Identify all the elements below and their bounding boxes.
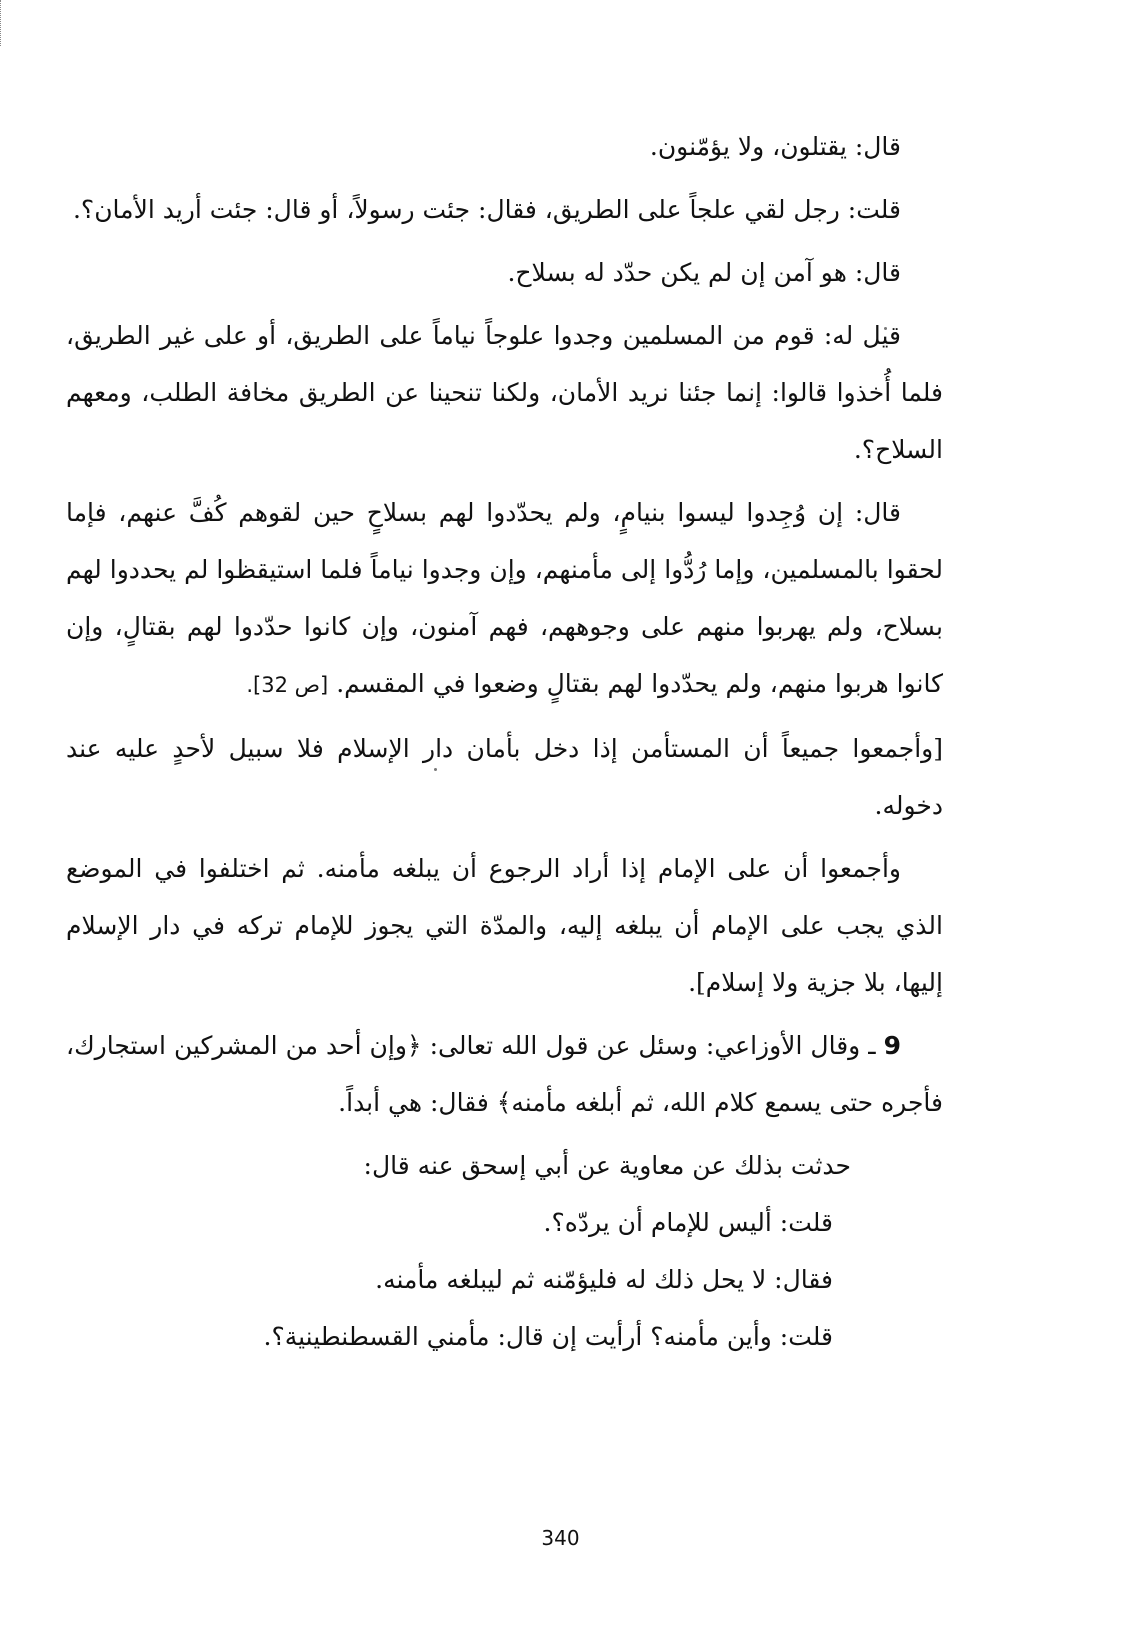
numbered-paragraph: [66, 1017, 943, 1131]
paragraph: قال: يقتلون، ولا يؤمّنون.: [649, 132, 901, 161]
paragraph-text: ـ وقال الأوزاعي: وسئل عن قول الله تعالى: ﴿وإن أحد من المشركين استجارك، فأجره حتى يسمع كلام الله، ثم أبلغه مأمنه﴾ فقال: هي أبداً.: [66, 1031, 943, 1117]
paragraph-number: 9: [883, 1031, 901, 1060]
page-number: 340: [541, 1526, 580, 1550]
paragraph: حدثت بذلك عن معاوية عن أبي إسحق عنه قال:: [363, 1151, 851, 1180]
page-reference: [ص 32].: [246, 673, 329, 697]
paragraph: [وأجمعوا جميعاً أن المستأمن إذا دخل بأمان دار الإسلام فلا سبيل لأحدٍ عليه عند دخوله.: [66, 734, 943, 820]
paragraph: [66, 484, 943, 714]
paragraph: قال: هو آمن إن لم يكن حدّد له بسلاح.: [507, 258, 901, 287]
paragraph: قلت: رجل لقي علجاً على الطريق، فقال: جئت رسولاً، أو قال: جئت أريد الأمان؟.: [72, 195, 901, 224]
paragraph: قلت: وأين مأمنه؟ أرأيت إن قال: مأمني القسطنطينية؟.: [263, 1322, 833, 1351]
body-text: [66, 118, 943, 1365]
scan-edge-mark: [0, 0, 4, 46]
paragraph: قيل له: قوم من المسلمين وجدوا علوجاً نياماً على الطريق، أو على غير الطريق، فلما أُخذوا قالوا: إنما جئنا نريد الأمان، ولكنا تنحينا عن الطريق مخافة الطلب، ومعهم السلاح؟.: [66, 321, 943, 464]
paragraph: وأجمعوا أن على الإمام إذا أراد الرجوع أن يبلغه مأمنه. ثم اختلفوا في الموضع الذي يجب على الإمام أن يبلغه إليه، والمدّة التي يجوز للإمام تركه في دار الإسلام إليها، بلا جزية ولا إسلام].: [66, 854, 943, 997]
paragraph: فقال: لا يحل ذلك له فليؤمّنه ثم ليبلغه مأمنه.: [375, 1265, 833, 1294]
paragraph: قلت: أليس للإمام أن يردّه؟.: [543, 1208, 833, 1237]
paragraph-text: قال: إن وُجِدوا ليسوا بنيامٍ، ولم يحدّدوا لهم بسلاحٍ حين لقوهم كُفَّ عنهم، فإما لحقوا بالمسلمين، وإما رُدُّوا إلى مأمنهم، وإن وجدوا نياماً فلما استيقظوا لم يحددوا لهم بسلاح، ولم يهربوا منهم على وجوههم، فهم آمنون، وإن كانوا حدّدوا لهم بقتالٍ، وإن كانوا هربوا منهم، ولم يحدّدوا لهم بقتالٍ وضعوا في المقسم.: [66, 498, 943, 698]
